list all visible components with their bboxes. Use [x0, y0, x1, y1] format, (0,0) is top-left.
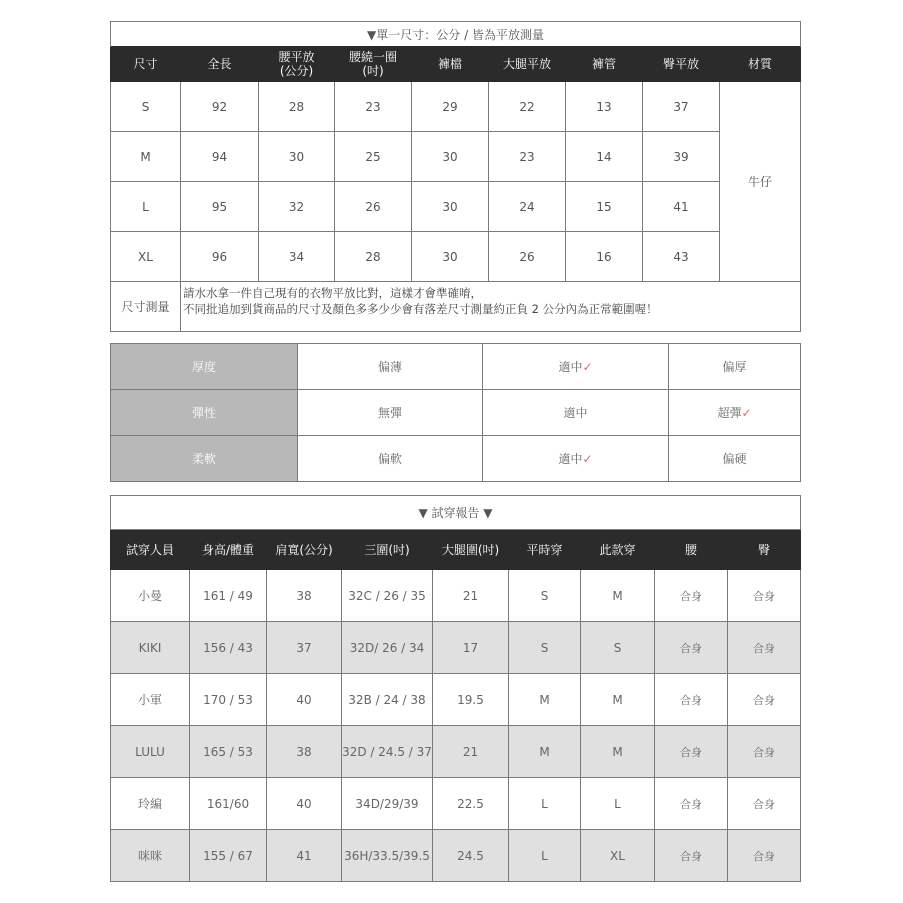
fabric-row-elasticity [111, 390, 801, 436]
size-cell: 96 [181, 232, 259, 282]
fitting-report-row [111, 778, 801, 830]
fitting-report-cell: 38 [267, 726, 342, 778]
fabric-option [298, 344, 483, 390]
header-hip-fit: 臀 [728, 530, 801, 570]
header-waist-flat-unit: (公分) [279, 64, 314, 78]
size-cell: 28 [335, 232, 412, 282]
fitting-report-cell: 合身 [655, 570, 728, 622]
check-icon: ✓ [582, 452, 593, 466]
size-cell: 24 [489, 182, 566, 232]
fitting-report-cell: 155 / 67 [190, 830, 267, 882]
fitting-report-cell: 41 [267, 830, 342, 882]
fitting-report-cell: 17 [433, 622, 509, 674]
fabric-option [669, 390, 801, 436]
size-cell: L [111, 182, 181, 232]
fitting-report-row [111, 830, 801, 882]
check-icon: ✓ [582, 360, 593, 374]
size-cell: 26 [335, 182, 412, 232]
size-cell: 23 [335, 82, 412, 132]
fitting-report-cell: S [581, 622, 655, 674]
header-thigh-circumference: 大腿圍(吋) [433, 530, 509, 570]
fitting-report-cell: 合身 [728, 622, 801, 674]
fitting-report-cell: 161/60 [190, 778, 267, 830]
header-shoulder: 肩寬(公分) [267, 530, 342, 570]
size-cell: 13 [566, 82, 643, 132]
size-cell: 16 [566, 232, 643, 282]
size-cell: 43 [643, 232, 720, 282]
material-cell: 牛仔 [720, 82, 801, 282]
fitting-report-cell: 36H/33.5/39.5 [342, 830, 433, 882]
size-cell: XL [111, 232, 181, 282]
size-cell: 30 [412, 232, 489, 282]
size-table [110, 21, 801, 332]
fitting-report-cell: L [509, 778, 581, 830]
fitting-report-cell: 小軍 [111, 674, 190, 726]
size-cell: 14 [566, 132, 643, 182]
header-waist-around [335, 47, 412, 82]
fitting-report-cell: 170 / 53 [190, 674, 267, 726]
fitting-report-cell: 156 / 43 [190, 622, 267, 674]
fitting-report-cell: 22.5 [433, 778, 509, 830]
fitting-report-cell: 32D / 24.5 / 37 [342, 726, 433, 778]
fabric-label-elasticity: 彈性 [111, 390, 298, 436]
size-row-s [111, 82, 801, 132]
size-cell: S [111, 82, 181, 132]
fabric-label-thickness: 厚度 [111, 344, 298, 390]
fitting-report-cell: 合身 [728, 830, 801, 882]
fitting-report-cell: 合身 [655, 830, 728, 882]
fitting-report-cell: 合身 [655, 726, 728, 778]
header-waist-flat [259, 47, 335, 82]
fitting-report-cell: 合身 [655, 674, 728, 726]
fabric-table [110, 343, 801, 482]
fabric-option-text: 偏軟 [377, 452, 402, 466]
fitting-report-cell: 合身 [728, 778, 801, 830]
fabric-row-thickness [111, 344, 801, 390]
fabric-option [669, 436, 801, 482]
fabric-option [298, 390, 483, 436]
fitting-report-cell: 合身 [655, 622, 728, 674]
fabric-option-text: 偏厚 [722, 360, 747, 374]
fitting-report-cell: M [509, 726, 581, 778]
fitting-report-cell: 32D/ 26 / 34 [342, 622, 433, 674]
header-material: 材質 [720, 47, 801, 82]
fitting-report-cell: 合身 [655, 778, 728, 830]
fitting-report-body [111, 570, 801, 882]
fitting-report-cell: KIKI [111, 622, 190, 674]
fitting-report-cell: M [581, 674, 655, 726]
size-cell: 94 [181, 132, 259, 182]
size-cell: 92 [181, 82, 259, 132]
header-hip: 臀平放 [643, 47, 720, 82]
fitting-report-cell: 合身 [728, 674, 801, 726]
size-note-label: 尺寸測量 [111, 282, 181, 332]
size-note-text [181, 282, 801, 332]
header-rise: 褲檔 [412, 47, 489, 82]
header-thigh: 大腿平放 [489, 47, 566, 82]
size-cell: 23 [489, 132, 566, 182]
fitting-report-row [111, 726, 801, 778]
fitting-report-cell: 32C / 26 / 35 [342, 570, 433, 622]
fitting-report-cell: 合身 [728, 570, 801, 622]
fabric-option [298, 436, 483, 482]
header-waist-flat-label: 腰平放 [278, 50, 315, 64]
fitting-report-row [111, 674, 801, 726]
check-icon: ✓ [741, 406, 752, 420]
size-table-caption: ▼單一尺寸：公分 / 皆為平放測量 [111, 22, 801, 47]
fabric-option-text: 偏硬 [722, 452, 747, 466]
fabric-option-text: 適中 [563, 406, 588, 420]
fitting-report-cell: M [509, 674, 581, 726]
fitting-report-cell: 40 [267, 778, 342, 830]
size-row-xl [111, 232, 801, 282]
fitting-report-cell: 40 [267, 674, 342, 726]
size-cell: 41 [643, 182, 720, 232]
header-waist-fit: 腰 [655, 530, 728, 570]
fitting-report-cell: 165 / 53 [190, 726, 267, 778]
fitting-report-cell: S [509, 622, 581, 674]
fitting-report-cell: M [581, 726, 655, 778]
size-note-row [111, 282, 801, 332]
fitting-report-cell: L [581, 778, 655, 830]
size-table-header [111, 47, 801, 82]
fitting-report-cell: 38 [267, 570, 342, 622]
fitting-report-cell: 21 [433, 570, 509, 622]
header-waist-around-label: 腰繞一圈 [348, 50, 397, 64]
fabric-option-text: 適中 [558, 452, 583, 466]
fitting-report-cell: 21 [433, 726, 509, 778]
size-cell: 29 [412, 82, 489, 132]
fabric-option-text: 超彈 [717, 406, 742, 420]
fabric-option-text: 無彈 [377, 406, 402, 420]
size-note-line-2: 不同批追加到貨商品的尺寸及顏色多多少少會有落差尺寸測量約正負 2 公分內為正常範圍喔！ [183, 302, 658, 316]
fabric-option [483, 390, 669, 436]
fabric-option [669, 344, 801, 390]
size-cell: M [111, 132, 181, 182]
fitting-report-caption: ▼ 試穿報告 ▼ [111, 496, 801, 530]
header-waist-around-unit: (吋) [362, 64, 384, 78]
header-length: 全長 [181, 47, 259, 82]
size-cell: 22 [489, 82, 566, 132]
fitting-report-table [110, 495, 801, 882]
fitting-report-row [111, 622, 801, 674]
fitting-report-header [111, 530, 801, 570]
fitting-report-cell: 34D/29/39 [342, 778, 433, 830]
fitting-report-cell: 合身 [728, 726, 801, 778]
size-cell: 15 [566, 182, 643, 232]
fabric-option [483, 436, 669, 482]
fitting-report-cell: 19.5 [433, 674, 509, 726]
size-row-m [111, 132, 801, 182]
size-cell: 25 [335, 132, 412, 182]
header-usual-size: 平時穿 [509, 530, 581, 570]
header-tester: 試穿人員 [111, 530, 190, 570]
fitting-report-cell: 32B / 24 / 38 [342, 674, 433, 726]
size-cell: 30 [412, 132, 489, 182]
fitting-report-cell: 小曼 [111, 570, 190, 622]
size-cell: 34 [259, 232, 335, 282]
fitting-report-cell: XL [581, 830, 655, 882]
size-cell: 30 [259, 132, 335, 182]
fitting-report-cell: 咪咪 [111, 830, 190, 882]
fabric-option-text: 偏薄 [377, 360, 402, 374]
fitting-report-row [111, 570, 801, 622]
header-measurements: 三圍(吋) [342, 530, 433, 570]
fitting-report-cell: 37 [267, 622, 342, 674]
fitting-report-cell: 24.5 [433, 830, 509, 882]
size-row-l [111, 182, 801, 232]
fabric-option [483, 344, 669, 390]
size-cell: 28 [259, 82, 335, 132]
fitting-report-cell: L [509, 830, 581, 882]
size-cell: 26 [489, 232, 566, 282]
size-cell: 32 [259, 182, 335, 232]
fabric-option-text: 適中 [558, 360, 583, 374]
fitting-report-cell: S [509, 570, 581, 622]
header-size: 尺寸 [111, 47, 181, 82]
fitting-report-cell: M [581, 570, 655, 622]
size-cell: 37 [643, 82, 720, 132]
fabric-label-softness: 柔軟 [111, 436, 298, 482]
fitting-report-cell: LULU [111, 726, 190, 778]
size-cell: 95 [181, 182, 259, 232]
fabric-row-softness [111, 436, 801, 482]
size-note-line-1: 請水水拿一件自己現有的衣物平放比對，這樣才會準確唷， [183, 286, 482, 300]
size-cell: 30 [412, 182, 489, 232]
fitting-report-cell: 161 / 49 [190, 570, 267, 622]
header-height-weight: 身高/體重 [190, 530, 267, 570]
header-leg-opening: 褲管 [566, 47, 643, 82]
header-this-size: 此款穿 [581, 530, 655, 570]
fitting-report-cell: 玲編 [111, 778, 190, 830]
size-cell: 39 [643, 132, 720, 182]
